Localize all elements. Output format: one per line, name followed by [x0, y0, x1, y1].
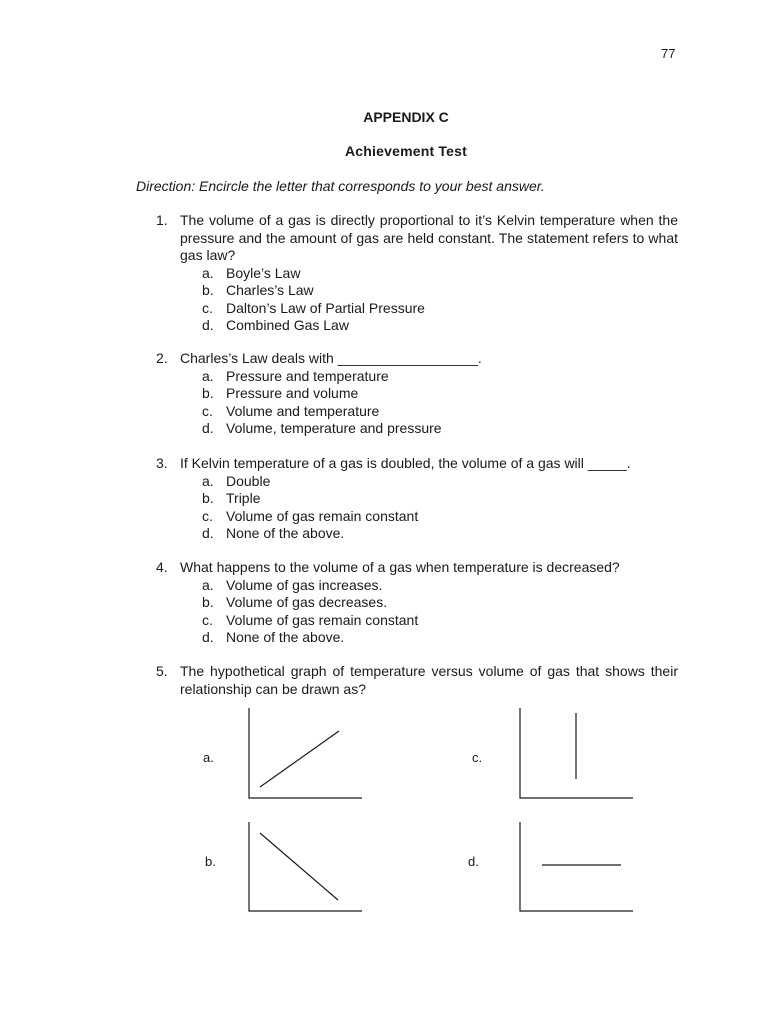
question-1 [156, 212, 678, 335]
option-d[interactable]: d. None of the above. [202, 629, 345, 645]
option-d[interactable]: d. Volume, temperature and pressure [202, 420, 442, 436]
page-number: 77 [661, 46, 676, 61]
question-number: 4. [156, 559, 168, 575]
graph-option-b-label[interactable]: b. [205, 854, 216, 869]
option-d[interactable]: d. None of the above. [202, 525, 345, 541]
option-b[interactable]: b. Triple [202, 490, 261, 506]
option-b[interactable]: b. Charles’s Law [202, 282, 314, 298]
question-number: 3. [156, 455, 168, 471]
appendix-title: APPENDIX C [363, 109, 449, 125]
graph-option-c-label[interactable]: c. [472, 750, 483, 765]
question-number: 5. [156, 663, 168, 679]
question-text: The hypothetical graph of temperature versus volume of gas that shows their relationship can be drawn as? [180, 663, 678, 697]
option-b[interactable]: b. Volume of gas decreases. [202, 594, 388, 610]
question-text: Charles’s Law deals with __________________. [180, 350, 482, 366]
graph-axes [249, 708, 362, 798]
option-c[interactable]: c. Volume of gas remain constant [202, 507, 419, 524]
question-number: 2. [156, 350, 168, 366]
question-2 [156, 350, 678, 438]
option-a[interactable]: a. Boyle’s Law [202, 264, 301, 281]
question-text: What happens to the volume of a gas when temperature is decreased? [180, 559, 620, 575]
graph-line-decreasing [260, 833, 338, 900]
option-a[interactable]: a. Double [202, 472, 271, 489]
option-d[interactable]: d. Combined Gas Law [202, 317, 349, 333]
question-4 [156, 559, 678, 647]
question-text: If Kelvin temperature of a gas is doubled, the volume of a gas will _____. [180, 455, 631, 471]
question-text: The volume of a gas is directly proportional to it’s Kelvin temperature when the pressure and the amount of gas are held constant. The statement refers to what gas law? [180, 212, 678, 263]
graph-option-a-label[interactable]: a. [203, 750, 214, 765]
test-title: Achievement Test [345, 143, 467, 159]
option-a[interactable]: a. Volume of gas increases. [202, 576, 383, 593]
graph-axes [249, 822, 362, 911]
graph-option-c-vertical[interactable] [511, 700, 637, 804]
graph-option-d-label[interactable]: d. [468, 854, 479, 869]
graph-option-b-decreasing[interactable] [240, 814, 366, 918]
question-3 [156, 455, 678, 543]
graph-option-d-horizontal[interactable] [511, 814, 637, 918]
question-5 [156, 663, 678, 698]
graph-option-a-increasing[interactable] [240, 700, 366, 804]
option-c[interactable]: c. Volume and temperature [202, 402, 380, 419]
option-a[interactable]: a. Pressure and temperature [202, 367, 389, 384]
question-number: 1. [156, 212, 168, 228]
graph-axes [520, 822, 633, 911]
direction-text: Direction: Encircle the letter that corresponds to your best answer. [136, 178, 545, 194]
option-c[interactable]: c. Dalton’s Law of Partial Pressure [202, 299, 425, 316]
option-b[interactable]: b. Pressure and volume [202, 385, 359, 401]
option-c[interactable]: c. Volume of gas remain constant [202, 611, 419, 628]
graph-line-increasing [260, 731, 339, 787]
